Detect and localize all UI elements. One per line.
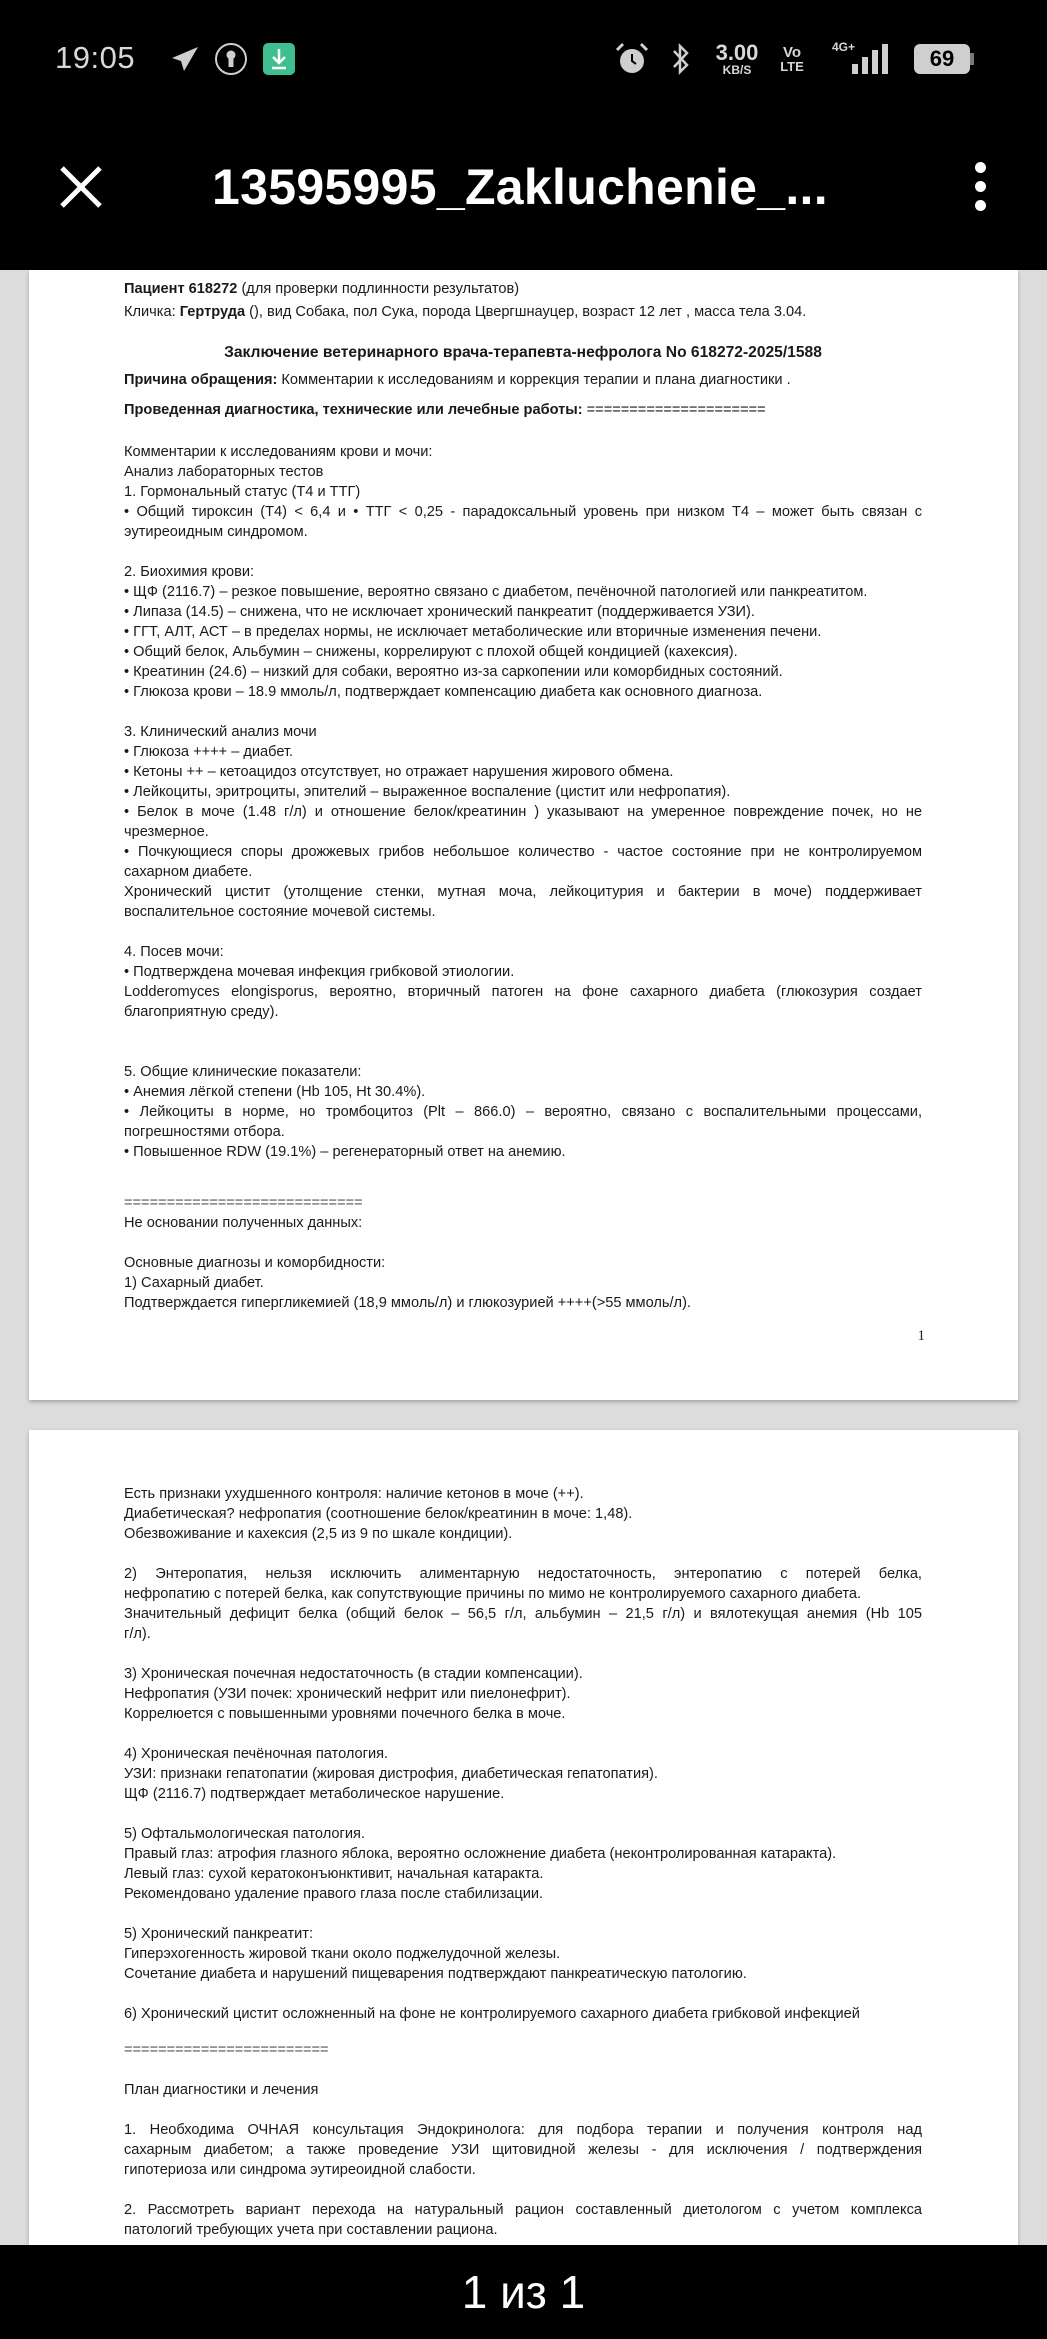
text-line: • ГГТ, АЛТ, АСТ – в пределах нормы, не исключает метаболические или вторичные изменения печени.: [124, 624, 822, 640]
text-line: • Общий белок, Альбумин – снижены, коррелируют с плохой общей кондицией (кахексия).: [124, 644, 738, 660]
more-vert-icon[interactable]: [968, 162, 992, 218]
text-line: Есть признаки ухудшенного контроля: наличие кетонов в моче (++).: [124, 1486, 584, 1502]
text-line: 6) Хронический цистит осложненный на фоне не контролируемого сахарного диабета грибковой инфекцией: [124, 2006, 860, 2022]
text-line: Комментарии к исследованиям крови и мочи:: [124, 444, 433, 460]
text-line: г/л).: [124, 1626, 151, 1642]
text-line: 2. Рассмотреть вариант перехода на натуральный рацион составленный диетологом с учетом комплекса: [124, 2202, 922, 2218]
text-line: 2) Энтеропатия, нельзя исключить алиментарную недостаточность, энтеропатию с потерей белка,: [124, 1566, 922, 1582]
pdf-page-2: [29, 1430, 1018, 2330]
text-line: 5. Общие клинические показатели:: [124, 1064, 362, 1080]
text-line: нефропатию с потерей белка, как сопутствующие причины по мимо не контролируемого сахарного диабета.: [124, 1586, 862, 1602]
separator-line: ========================: [124, 2042, 329, 2058]
text-line: • Почкующиеся споры дрожжевых грибов небольшое количество - частое состояние при не контролируемом: [124, 844, 922, 860]
text-line: • Лейкоциты в норме, но тромбоцитоз (Plt – 866.0) – вероятно, связано с воспалительными процессами,: [124, 1104, 922, 1120]
bluetooth-icon: [668, 42, 696, 76]
network-speed: 3.00 KB/S: [715, 40, 759, 77]
text-line: Анализ лабораторных тестов: [124, 464, 324, 480]
text-line: • Общий тироксин (Т4) < 6,4 и • ТТГ < 0,25 - парадоксальный уровень при низком Т4 – может быть связан с: [124, 504, 922, 520]
text-line: патологий требующих учета при составлении рациона.: [124, 2222, 498, 2238]
separator-line: ============================: [124, 1195, 363, 1211]
text-line: Lodderomyces elongisporus, вероятно, вторичный патоген на фоне сахарного диабета (глюкозурия создает: [124, 984, 922, 1000]
text-line: Гиперэхогенность жировой ткани около поджелудочной железы.: [124, 1946, 561, 1962]
close-icon[interactable]: [56, 162, 106, 212]
text-line: 1. Гормональный статус (Т4 и ТТГ): [124, 484, 361, 500]
text-line: Хронический цистит (утолщение стенки, мутная моча, лейкоцитурия и бактерии в моче) поддерживает: [124, 884, 922, 900]
text-line: 5) Офтальмологическая патология.: [124, 1826, 365, 1842]
page-2-content: [124, 1484, 922, 2240]
text-line: 4) Хроническая печёночная патология.: [124, 1746, 389, 1762]
text-line: Подтверждается гипергликемией (18,9 ммоль/л) и глюкозурией ++++(>55 ммоль/л).: [124, 1295, 691, 1311]
text-line: • Подтверждена мочевая инфекция грибковой этиологии.: [124, 964, 515, 980]
text-line: погрешностями отбора.: [124, 1124, 285, 1140]
text-line: ЩФ (2116.7) подтверждает метаболическое нарушение.: [124, 1786, 505, 1802]
battery-icon: 69: [912, 42, 976, 76]
text-line: • Лейкоциты, эритроциты, эпителий – выраженное воспаление (цистит или нефропатия).: [124, 784, 731, 800]
text-line: • Глюкоза крови – 18.9 ммоль/л, подтверждает компенсацию диабета как основного диагноза.: [124, 684, 763, 700]
text-line: Основные диагнозы и коморбидности:: [124, 1255, 386, 1271]
patient-line: Пациент 618272 (для проверки подлинности результатов): [124, 281, 520, 297]
keyhole-icon: [214, 42, 248, 76]
pdf-page-1: [29, 270, 1018, 1400]
text-line: • Кетоны ++ – кетоацидоз отсутствует, но отражает нарушения жирового обмена.: [124, 764, 674, 780]
diagnostics-line: Проведенная диагностика, технические или лечебные работы: =====================: [124, 402, 766, 418]
text-line: сахарным диабетом; а также проведение УЗИ щитовидной железы - для исключения / подтверждения: [124, 2142, 922, 2158]
text-line: Сочетание диабета и нарушений пищеварения подтверждают панкреатическую патологию.: [124, 1966, 747, 1982]
text-line: • ЩФ (2116.7) – резкое повышение, вероятно связано с диабетом, печёночной патологией или панкреатитом.: [124, 584, 868, 600]
text-line: • Анемия лёгкой степени (Hb 105, Ht 30.4%).: [124, 1084, 426, 1100]
text-line: Обезвоживание и кахексия (2,5 из 9 по шкале кондиции).: [124, 1526, 513, 1542]
text-line: Рекомендовано удаление правого глаза после стабилизации.: [124, 1886, 544, 1902]
nickname-line: Кличка: Гертруда (), вид Собака, пол Сука, порода Цвергшнауцер, возраст 12 лет , масса тела 3.04.: [124, 304, 807, 320]
text-line: Правый глаз: атрофия глазного яблока, вероятно осложнение диабета (неконтролированная катаракта).: [124, 1846, 837, 1862]
text-line: • Креатинин (24.6) – низкий для собаки, вероятно из-за саркопении или коморбидных состояний.: [124, 664, 783, 680]
text-line: благоприятную среду).: [124, 1004, 279, 1020]
page-1-content: [124, 279, 922, 1313]
reason-line: Причина обращения: Комментарии к исследованиям и коррекция терапии и плана диагностики .: [124, 372, 791, 388]
text-line: 1. Необходима ОЧНАЯ консультация Эндокринолога: для подбора терапии и получения контроля над: [124, 2122, 922, 2138]
text-line: 3) Хроническая почечная недостаточность (в стадии компенсации).: [124, 1666, 583, 1682]
status-bar: [0, 0, 1047, 110]
app-bar: [0, 110, 1047, 270]
text-line: 5) Хронический панкреатит:: [124, 1926, 314, 1942]
alarm-icon: [614, 42, 650, 76]
signal-icon: 4G+: [830, 42, 896, 76]
page-indicator-bar: [0, 2245, 1047, 2339]
page-number: 1: [917, 1328, 925, 1344]
text-line: • Белок в моче (1.48 г/л) и отношение белок/креатинин ) указывают на умеренное повреждение почек, но не: [124, 804, 922, 820]
text-line: 2. Биохимия крови:: [124, 564, 255, 580]
text-line: 3. Клинический анализ мочи: [124, 724, 317, 740]
text-line: Коррелюется с повышенными уровнями почечного белка в моче.: [124, 1706, 566, 1722]
document-heading: Заключение ветеринарного врача-терапевта-нефролога No 618272-2025/1588: [224, 344, 822, 361]
volte-indicator: Vo LTE: [780, 44, 804, 74]
clock: 19:05: [55, 40, 136, 75]
text-line: воспалительное состояние мочевой системы.: [124, 904, 436, 920]
telegram-icon: [168, 42, 202, 76]
download-icon: [262, 42, 296, 76]
text-line: • Липаза (14.5) – снижена, что не исключает хронический панкреатит (поддерживается УЗИ).: [124, 604, 755, 620]
text-line: • Глюкоза ++++ – диабет.: [124, 744, 294, 760]
text-line: сахарном диабете.: [124, 864, 253, 880]
text-line: Значительный дефицит белка (общий белок – 56,5 г/л, альбумин – 21,5 г/л) и вялотекущая анемия (Hb 105: [124, 1606, 922, 1622]
text-line: Не основании полученных данных:: [124, 1215, 363, 1231]
text-line: Левый глаз: сухой кератоконъюнктивит, начальная катаракта.: [124, 1866, 544, 1882]
text-line: 1) Сахарный диабет.: [124, 1275, 264, 1291]
text-line: гипотериоза или синдрома эутиреоидной слабости.: [124, 2162, 476, 2178]
text-line: Диабетическая? нефропатия (соотношение белок/креатинин в моче: 1,48).: [124, 1506, 633, 1522]
text-line: План диагностики и лечения: [124, 2082, 319, 2098]
text-line: УЗИ: признаки гепатопатии (жировая дистрофия, диабетическая гепатопатия).: [124, 1766, 658, 1782]
text-line: чрезмерное.: [124, 824, 209, 840]
document-title: 13595995_Zakluchenie_...: [212, 159, 828, 215]
text-line: 4. Посев мочи:: [124, 944, 224, 960]
page-indicator: 1 из 1: [461, 2266, 586, 2318]
text-line: • Повышенное RDW (19.1%) – регенераторный ответ на анемию.: [124, 1144, 566, 1160]
text-line: Нефропатия (УЗИ почек: хронический нефрит или пиелонефрит).: [124, 1686, 571, 1702]
text-line: эутиреоидным синдромом.: [124, 524, 308, 540]
